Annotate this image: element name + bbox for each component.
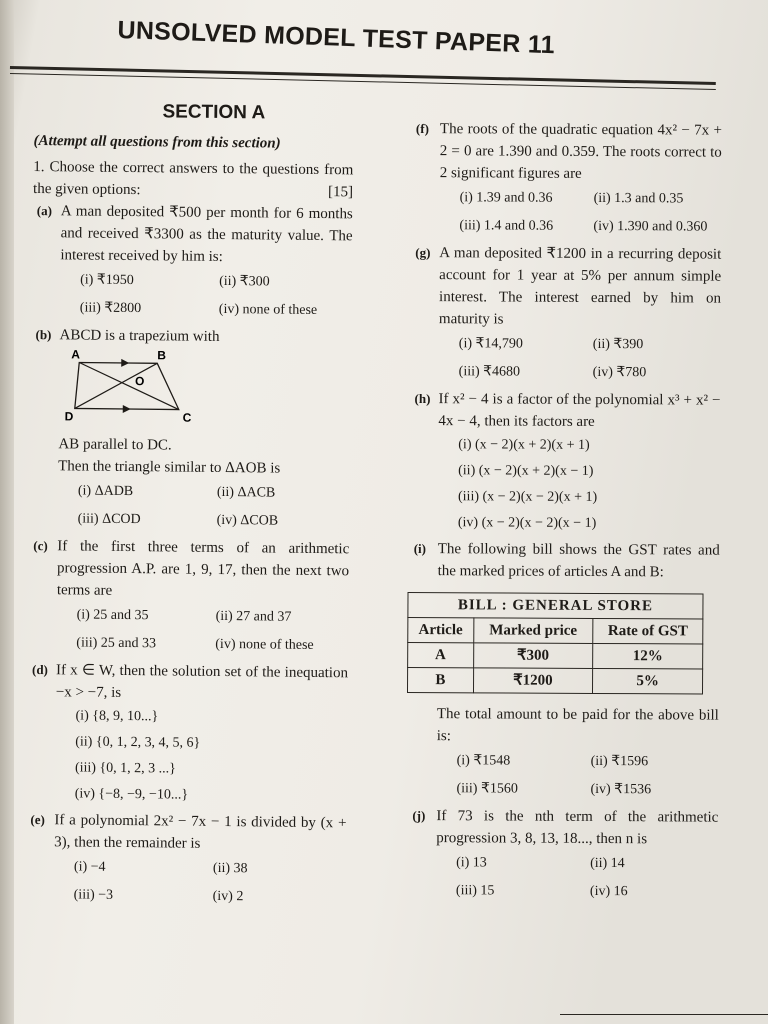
page-title: UNSOLVED MODEL TEST PAPER 11 — [117, 16, 556, 60]
bill-row — [407, 667, 702, 694]
arrow-ab — [121, 359, 129, 367]
question-h — [410, 388, 721, 538]
question-stem: If a polynomial 2x² − 7x − 1 is divided by (x + 3), then the remainder is — [54, 812, 347, 852]
options — [57, 477, 350, 536]
bill-cell: B — [407, 667, 473, 692]
option: (iv) ₹780 — [592, 364, 647, 381]
question-1-marks: [15] — [327, 184, 354, 201]
question-label: (e) — [30, 812, 45, 828]
bill-column-header: Rate of GST — [593, 618, 703, 644]
question-f — [411, 118, 722, 242]
right-column — [408, 118, 722, 909]
question-stem-2: The total amount to be paid for the above bill is: — [436, 706, 719, 745]
option: (ii) 38 — [212, 860, 248, 877]
option: (i) 1.39 and 0.36 — [459, 190, 553, 206]
option: (iv) ΔCOB — [216, 512, 279, 529]
question-c — [28, 535, 349, 660]
option: (iii) (x − 2)(x − 2)(x + 1) — [457, 489, 598, 505]
diagonal-ac — [79, 362, 179, 409]
question-label: (f) — [415, 121, 429, 137]
options — [439, 330, 721, 387]
option: (ii) 1.3 and 0.35 — [593, 190, 684, 207]
question-d — [27, 659, 349, 810]
question-1-text: Choose the correct answers to the questions from the given options: — [32, 159, 354, 199]
bill-row — [408, 642, 703, 669]
vertex-b-label: B — [157, 348, 167, 363]
option: (ii) 14 — [590, 855, 625, 872]
option: (i) (x − 2)(x + 2)(x + 1) — [458, 437, 590, 453]
left-column — [26, 100, 354, 914]
option: (iv) none of these — [215, 636, 314, 653]
question-g — [411, 242, 722, 388]
vertex-c-label: C — [182, 410, 192, 424]
question-j — [408, 805, 719, 907]
option: (iii) 1.4 and 0.36 — [459, 218, 554, 234]
question-i — [408, 538, 719, 805]
option: (iii) 25 and 33 — [76, 635, 157, 652]
option: (ii) (x − 2)(x + 2)(x − 1) — [458, 463, 594, 479]
diagonal-bd — [75, 362, 157, 409]
options — [60, 266, 353, 325]
question-b — [29, 324, 351, 536]
question-stem: If x² − 4 is a factor of the polynomial x³ + x² − 4x − 4, then its factors are — [438, 391, 721, 430]
options — [55, 703, 348, 810]
bill-heading: BILL : GENERAL STORE — [408, 592, 703, 619]
question-label: (h) — [414, 391, 431, 407]
question-stem: If x ∈ W, then the solution set of the inequation −x > −7, is — [55, 662, 349, 701]
bill-cell: ₹300 — [473, 643, 593, 669]
option: (iii) 15 — [455, 883, 495, 899]
question-label: (c) — [33, 538, 48, 554]
question-stem-2: AB parallel to DC. — [58, 436, 172, 454]
option: (iii) −3 — [73, 887, 114, 903]
question-stem: If the first three terms of an arithmetic progression A.P. are 1, 9, 17, then the next two terms are — [56, 538, 350, 599]
option: (iii) ₹4680 — [458, 364, 521, 380]
section-heading: SECTION A — [162, 101, 266, 124]
question-a — [32, 200, 353, 325]
option: (iv) none of these — [218, 301, 318, 318]
question-stem: A man deposited ₹1200 in a recurring deposit account for 1 year at 5% per annum simple interest. The interest earned by him on maturity is — [438, 245, 722, 328]
option: (i) ΔADB — [77, 483, 134, 500]
option: (iii) ΔCOD — [77, 511, 141, 528]
question-stem: The roots of the quadratic equation 4x² − 7x + 2 = 0 are 1.390 and 0.359. The roots correct to 2 significant figures are — [439, 121, 722, 182]
footer-rule — [560, 1014, 768, 1015]
question-stem: ABCD is a trapezium with — [59, 327, 220, 345]
options — [56, 601, 349, 660]
option: (i) ₹1950 — [80, 272, 134, 289]
option: (ii) ₹1596 — [590, 753, 649, 770]
option: (ii) ₹300 — [219, 273, 270, 290]
question-stem: If 73 is the nth term of the arithmetic progression 3, 8, 13, 18..., then n is — [436, 808, 719, 848]
question-label: (j) — [412, 808, 426, 824]
options — [54, 853, 347, 912]
option: (i) ₹1548 — [456, 753, 511, 769]
option: (iii) {0, 1, 2, 3 ...} — [74, 760, 177, 777]
question-label: (b) — [35, 327, 52, 343]
option: (i) ₹14,790 — [458, 336, 523, 352]
vertex-d-label: D — [64, 409, 74, 424]
question-label: (a) — [36, 203, 53, 219]
bill-column-header: Marked price — [473, 618, 593, 644]
option: (i) −4 — [73, 859, 106, 875]
question-1 — [33, 156, 353, 203]
option: (i) 25 and 35 — [76, 607, 149, 624]
bill-column-header: Article — [408, 617, 474, 642]
option: (iv) (x − 2)(x − 2)(x − 1) — [457, 515, 597, 531]
option: (iii) ₹2800 — [79, 300, 142, 317]
question-stem: A man deposited ₹500 per month for 6 months and received ₹3300 as the maturity value. The interest received by him is: — [60, 203, 353, 265]
question-stem: The following bill shows the GST rates and the marked prices of articles A and B: — [437, 541, 720, 581]
question-label: (g) — [415, 245, 431, 261]
vertex-a-label: A — [71, 348, 81, 362]
question-e — [26, 809, 347, 912]
question-stem-3: Then the triangle similar to ΔAOB is — [58, 458, 281, 477]
options — [436, 747, 718, 804]
option: (iii) ₹1560 — [456, 781, 518, 797]
bill-cell: A — [408, 642, 474, 667]
option: (iv) 1.390 and 0.360 — [593, 218, 708, 235]
option: (iv) 16 — [589, 883, 628, 900]
option: (iv) 2 — [212, 888, 244, 905]
option: (i) 13 — [456, 855, 487, 871]
options — [436, 849, 718, 906]
option: (iv) {−8, −9, −10...} — [74, 786, 189, 803]
section-instruction: (Attempt all questions from this section) — [33, 132, 281, 152]
option: (ii) 27 and 37 — [215, 608, 292, 625]
option: (i) {8, 9, 10...} — [75, 708, 159, 725]
options — [439, 184, 721, 241]
option: (ii) ΔACB — [216, 484, 276, 501]
trapezium-diagram — [65, 348, 216, 424]
bill-cell: ₹1200 — [473, 668, 593, 694]
option: (ii) {0, 1, 2, 3, 4, 5, 6} — [75, 734, 201, 751]
bill-cell: 5% — [593, 668, 703, 694]
question-1-number: 1. — [33, 158, 45, 176]
question-label: (i) — [413, 541, 427, 557]
option: (ii) ₹390 — [592, 336, 644, 353]
options — [438, 432, 721, 537]
option: (iv) ₹1536 — [590, 781, 652, 798]
point-o-label: O — [134, 374, 145, 389]
question-label: (d) — [31, 662, 49, 678]
bill-table — [407, 592, 704, 695]
page-gutter — [0, 0, 14, 1024]
arrow-dc — [123, 405, 131, 413]
bill-cell: 12% — [593, 643, 703, 669]
